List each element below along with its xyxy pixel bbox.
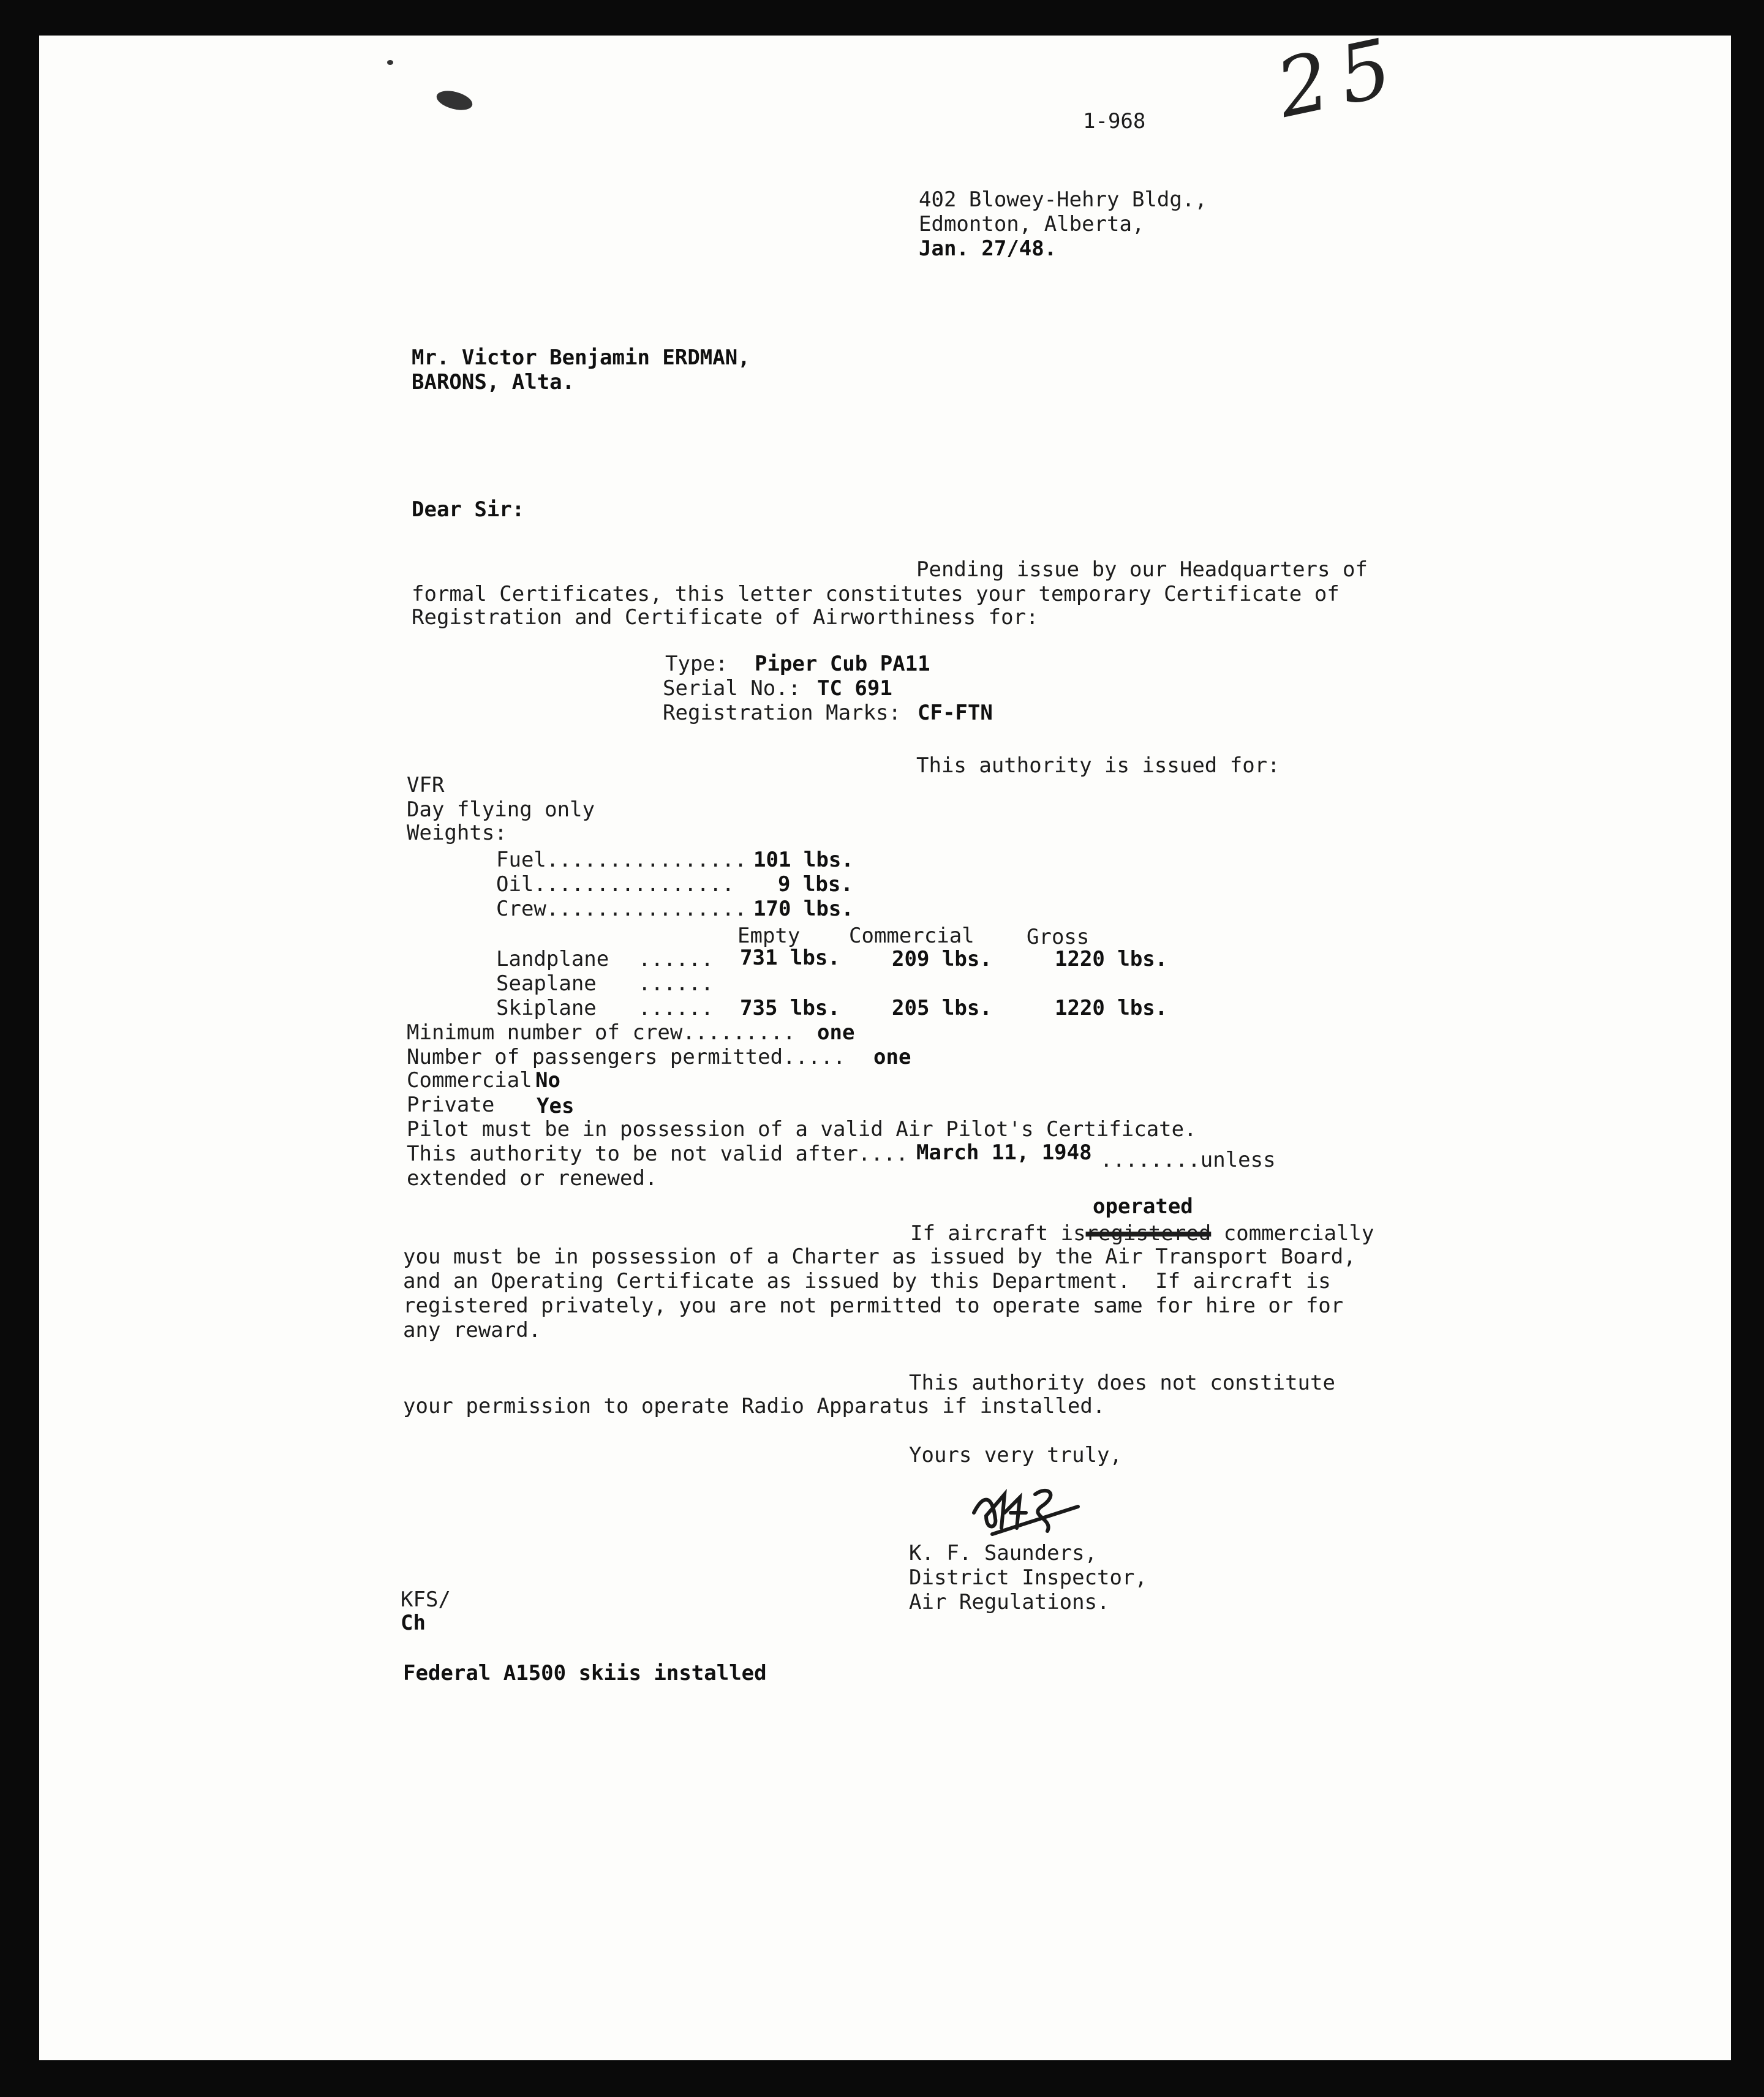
skiplane-leader: ......	[638, 996, 714, 1020]
crew-label: Crew	[496, 897, 546, 921]
fuel-row	[496, 848, 747, 872]
registration-label: Registration Marks:	[663, 701, 901, 725]
private-value: Yes	[537, 1094, 575, 1118]
commercial-para-prefix: If aircraft is	[910, 1221, 1086, 1246]
crew-value: 170 lbs.	[753, 897, 854, 921]
passengers-value: one	[873, 1045, 911, 1069]
serial-value: TC 691	[817, 676, 892, 701]
landplane-gross: 1220 lbs.	[1055, 947, 1168, 971]
oil-row	[496, 872, 734, 897]
signer-name: K. F. Saunders,	[909, 1541, 1098, 1565]
oil-label: Oil	[496, 872, 534, 897]
dot-leader	[546, 897, 747, 921]
validity-suffix: ........unless	[1100, 1148, 1276, 1172]
fuel-label: Fuel	[496, 848, 546, 872]
authority-issued-for: This authority is issued for:	[916, 753, 1280, 778]
intro-line-1: Pending issue by our Headquarters of	[916, 557, 1368, 582]
recipient-name: Mr. Victor Benjamin ERDMAN,	[412, 345, 750, 370]
type-value: Piper Cub PA11	[755, 652, 930, 676]
typist-initials: Ch	[401, 1611, 426, 1635]
ink-smudge	[387, 60, 393, 65]
validity-prefix: This authority to be not valid after....	[407, 1142, 908, 1166]
reference-initials: KFS/	[401, 1587, 451, 1612]
landplane-leader: ......	[638, 947, 714, 971]
seaplane-leader: ......	[638, 971, 714, 996]
commercial-para-line4: registered privately, you are not permitted to operate same for hire or for	[403, 1293, 1344, 1318]
fuel-value: 101 lbs.	[753, 848, 854, 872]
skiplane-commercial: 205 lbs.	[892, 996, 992, 1020]
validity-date: March 11, 1948	[916, 1140, 1092, 1165]
commercial-value: No	[535, 1068, 560, 1093]
radio-para-line1: This authority does not constitute	[909, 1371, 1335, 1395]
weights-label: Weights:	[407, 821, 507, 845]
min-crew-value: one	[817, 1020, 855, 1045]
pilot-certificate-requirement: Pilot must be in possession of a valid Air Pilot's Certificate.	[407, 1117, 1197, 1142]
header-gross: Gross	[1027, 925, 1090, 949]
registration-value: CF-FTN	[918, 701, 993, 725]
landplane-empty: 731 lbs.	[740, 946, 840, 970]
landplane-commercial: 209 lbs.	[892, 947, 992, 971]
validity-line-2: extended or renewed.	[407, 1166, 658, 1191]
radio-para-line2: your permission to operate Radio Apparatus if installed.	[403, 1394, 1106, 1418]
serial-label: Serial No.:	[663, 676, 801, 701]
skiplane-gross: 1220 lbs.	[1055, 996, 1168, 1020]
private-label: Private	[407, 1093, 495, 1117]
day-flying: Day flying only	[407, 797, 595, 822]
intro-line-3: Registration and Certificate of Airworthiness for:	[412, 605, 1039, 630]
signature	[968, 1470, 1090, 1549]
dot-leader	[533, 872, 734, 897]
commercial-label: Commercial	[407, 1068, 532, 1093]
skiplane-label: Skiplane	[496, 996, 597, 1020]
passengers-label: Number of passengers permitted.....	[407, 1045, 846, 1069]
commercial-para-line5: any reward.	[403, 1318, 541, 1342]
handwritten-insertion: operated	[1093, 1194, 1193, 1219]
header-commercial: Commercial	[849, 924, 974, 948]
skiplane-empty: 735 lbs.	[740, 996, 840, 1020]
intro-line-2: formal Certificates, this letter constitutes your temporary Certificate of	[412, 582, 1340, 606]
struck-word: registered	[1085, 1221, 1212, 1246]
crew-row	[496, 897, 747, 921]
vfr: VFR	[407, 773, 445, 797]
sender-address-line1: 402 Blowey-Hehry Bldg.,	[919, 187, 1207, 212]
type-label: Type:	[665, 652, 728, 676]
signer-title-1: District Inspector,	[909, 1565, 1147, 1590]
header-empty: Empty	[737, 924, 801, 948]
closing: Yours very truly,	[909, 1443, 1122, 1467]
letter-date: Jan. 27/48.	[919, 236, 1057, 261]
footnote: Federal A1500 skiis installed	[403, 1661, 767, 1685]
oil-value: 9 lbs.	[778, 872, 853, 897]
seaplane-label: Seaplane	[496, 971, 597, 996]
dot-leader	[546, 848, 747, 872]
salutation: Dear Sir:	[412, 497, 525, 522]
min-crew-label: Minimum number of crew.........	[407, 1020, 796, 1045]
signer-title-2: Air Regulations.	[909, 1590, 1110, 1614]
handwritten-page-number: 25	[1268, 18, 1411, 136]
sender-address-line2: Edmonton, Alberta,	[919, 212, 1145, 236]
recipient-location: BARONS, Alta.	[412, 370, 575, 394]
commercial-para-suffix: commercially	[1223, 1221, 1374, 1246]
file-number: 1-968	[1083, 109, 1146, 134]
commercial-para-line2: you must be in possession of a Charter as issued by the Air Transport Board,	[403, 1244, 1356, 1269]
landplane-label: Landplane	[496, 947, 609, 971]
commercial-para-line3: and an Operating Certificate as issued by this Department. If aircraft is	[403, 1269, 1331, 1293]
commercial-para-line1	[910, 1221, 1374, 1246]
